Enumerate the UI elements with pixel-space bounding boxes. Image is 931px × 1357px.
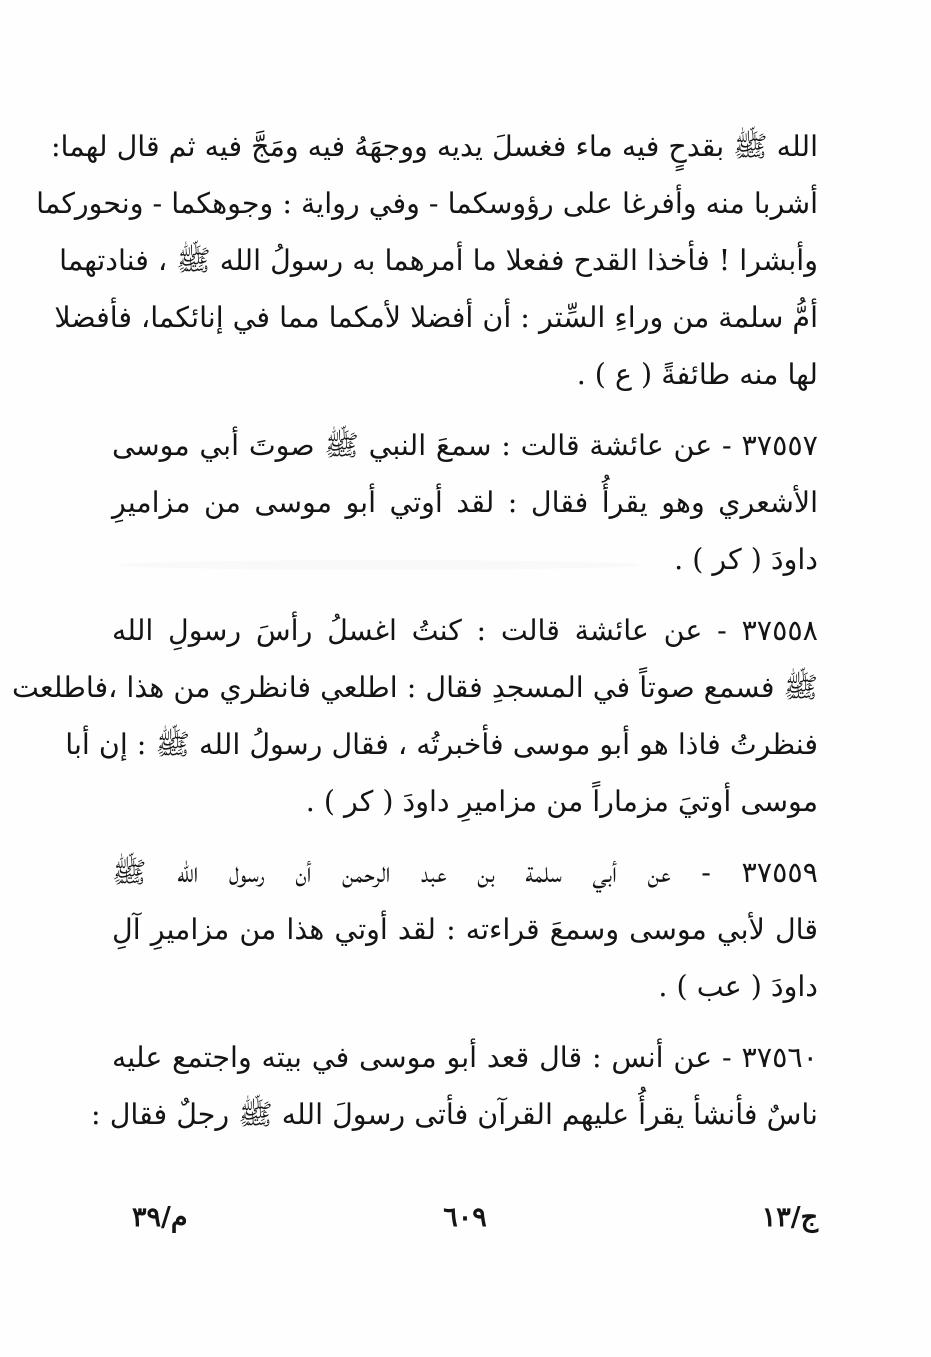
- paragraph-gap: [112, 1015, 818, 1029]
- paragraph-gap: [112, 588, 818, 602]
- text-line: وأبشرا ! فأخذا القدح ففعلا ما أمرهما به رسولُ الله ﷺ ، فنادتهما: [59, 244, 818, 277]
- text-line: ٣٧٥٥٨ - عن عائشة قالت : كنتُ اغسلُ رأسَ رسولِ الله: [112, 614, 818, 647]
- text-line: داودَ ( كر ) .: [674, 543, 818, 576]
- text-line: ٣٧٥٥٧ - عن عائشة قالت : سمعَ النبي ﷺ صوتَ أبي موسى: [112, 429, 818, 462]
- text-line: داودَ ( عب ) .: [658, 970, 818, 1003]
- text-line: الله ﷺ بقدحٍ فيه ماء فغسلَ يديه ووجهَهُ فيه ومَجَّ فيه ثم قال لهما:: [50, 130, 818, 163]
- text-line: ٣٧٥٦٠ - عن أنس : قال قعد أبو موسى في بيته واجتمع عليه: [112, 1041, 818, 1074]
- paragraph-gap: [112, 403, 818, 417]
- main-text: [11, 118, 818, 1143]
- text-line: ٣٧٥٥٩ - عن أبي سلمة بن عبد الرحمن أن رسول الله ﷺ: [112, 856, 818, 889]
- volume-label: ج/١٣: [761, 1202, 818, 1233]
- sheet-label: م/٣٩: [132, 1202, 188, 1233]
- text-line: ﷺ فسمع صوتاً في المسجدِ فقال : اطلعي فانظري من هذا ،فاطلعت: [11, 671, 818, 704]
- text-line: موسى أوتيَ مزماراً من مزاميرِ داودَ ( كر ) .: [305, 785, 818, 818]
- text-line: أشربا منه وأفرغا على رؤوسكما - وفي رواية : وجوهكما - ونحوركما: [36, 187, 818, 220]
- text-line: أمُّ سلمة من وراءِ السِّتر : أن أفضلا لأمكما مما في إنائكما، فأفضلا: [54, 301, 818, 334]
- text-line: ناسٌ فأنشأ يقرأُ عليهم القرآن فأتى رسولَ الله ﷺ رجلٌ فقال :: [91, 1098, 818, 1131]
- text-line: لها منه طائفةً ( ع ) .: [576, 358, 818, 391]
- page-footer: [112, 1202, 818, 1242]
- paragraph-gap: [112, 830, 818, 844]
- text-line: الأشعري وهو يقرأُ فقال : لقد أوتي أبو موسى من مزاميرِ: [112, 486, 818, 519]
- page-number: ٦٠٩: [443, 1202, 487, 1233]
- text-line: فنظرتُ فاذا هو أبو موسى فأخبرتُه ، فقال رسولُ الله ﷺ : إن أبا: [65, 728, 818, 761]
- text-line: قال لأبي موسى وسمعَ قراءته : لقد أوتي هذا من مزاميرِ آلِ: [112, 913, 818, 946]
